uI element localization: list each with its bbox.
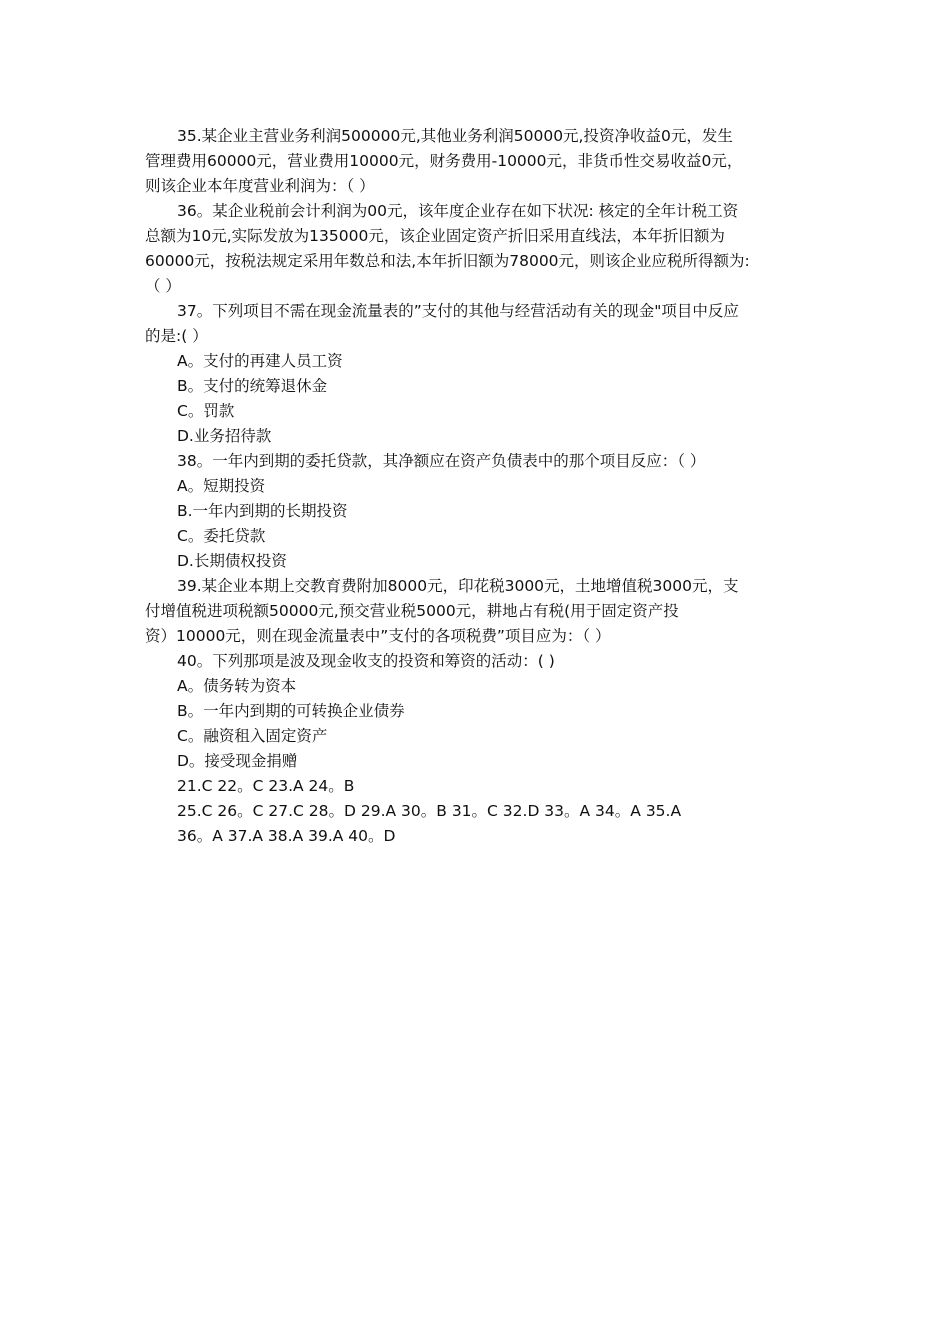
text-line: C。融资租入固定资产 [177,727,328,745]
text-line: 36。A 37.A 38.A 39.A 40。D [177,827,396,845]
text-line: C。委托贷款 [177,527,266,545]
text-line: A。债务转为资本 [177,677,297,695]
text-line: 管理费用60000元，营业费用10000元，财务费用-10000元，非货币性交易收益0元， [145,152,743,170]
text-line: 25.C 26。C 27.C 28。D 29.A 30。B 31。C 32.D 33。A 34。A 35.A [177,802,682,820]
text-line: 36。某企业税前会计利润为00元，该年度企业存在如下状况: 核定的全年计税工资 [177,202,739,220]
text-line: 的是:( ） [145,327,208,345]
text-line: D。接受现金捐赠 [177,752,298,770]
text-line: D.长期债权投资 [177,552,287,570]
text-line: 38。一年内到期的委托贷款，其净额应在资产负债表中的那个项目反应：（ ） [177,452,706,470]
text-line: 资）10000元，则在现金流量表中”支付的各项税费”项目应为：（ ） [145,627,611,645]
text-line: A。支付的再建人员工资 [177,352,343,370]
text-line: 则该企业本年度营业利润为：（ ） [145,177,375,195]
text-line: 21.C 22。C 23.A 24。B [177,777,355,795]
text-line: 37。下列项目不需在现金流量表的”支付的其他与经营活动有关的现金"项目中反应 [177,302,739,320]
text-line: 39.某企业本期上交教育费附加8000元，印花税3000元，土地增值税3000元，支 [177,577,739,595]
text-line: 40。下列那项是波及现金收支的投资和筹资的活动：( ) [177,652,555,670]
text-line: 总额为10元,实际发放为135000元，该企业固定资产折旧采用直线法，本年折旧额为 [145,227,725,245]
text-line: （ ） [145,277,181,295]
document-body [145,124,813,849]
text-line: B。支付的统筹退休金 [177,377,328,395]
text-line: D.业务招待款 [177,427,272,445]
text-line: 60000元，按税法规定采用年数总和法,本年折旧额为78000元，则该企业应税所得额为: [145,252,750,270]
text-line: A。短期投资 [177,477,266,495]
text-line: 35.某企业主营业务利润500000元,其他业务利润50000元,投资净收益0元，发生 [177,127,733,145]
text-line: B。一年内到期的可转换企业债券 [177,702,405,720]
text-line: C。罚款 [177,402,235,420]
text-line: 付增值税进项税额50000元,预交营业税5000元，耕地占有税(用于固定资产投 [145,602,679,620]
text-line: B.一年内到期的长期投资 [177,502,348,520]
